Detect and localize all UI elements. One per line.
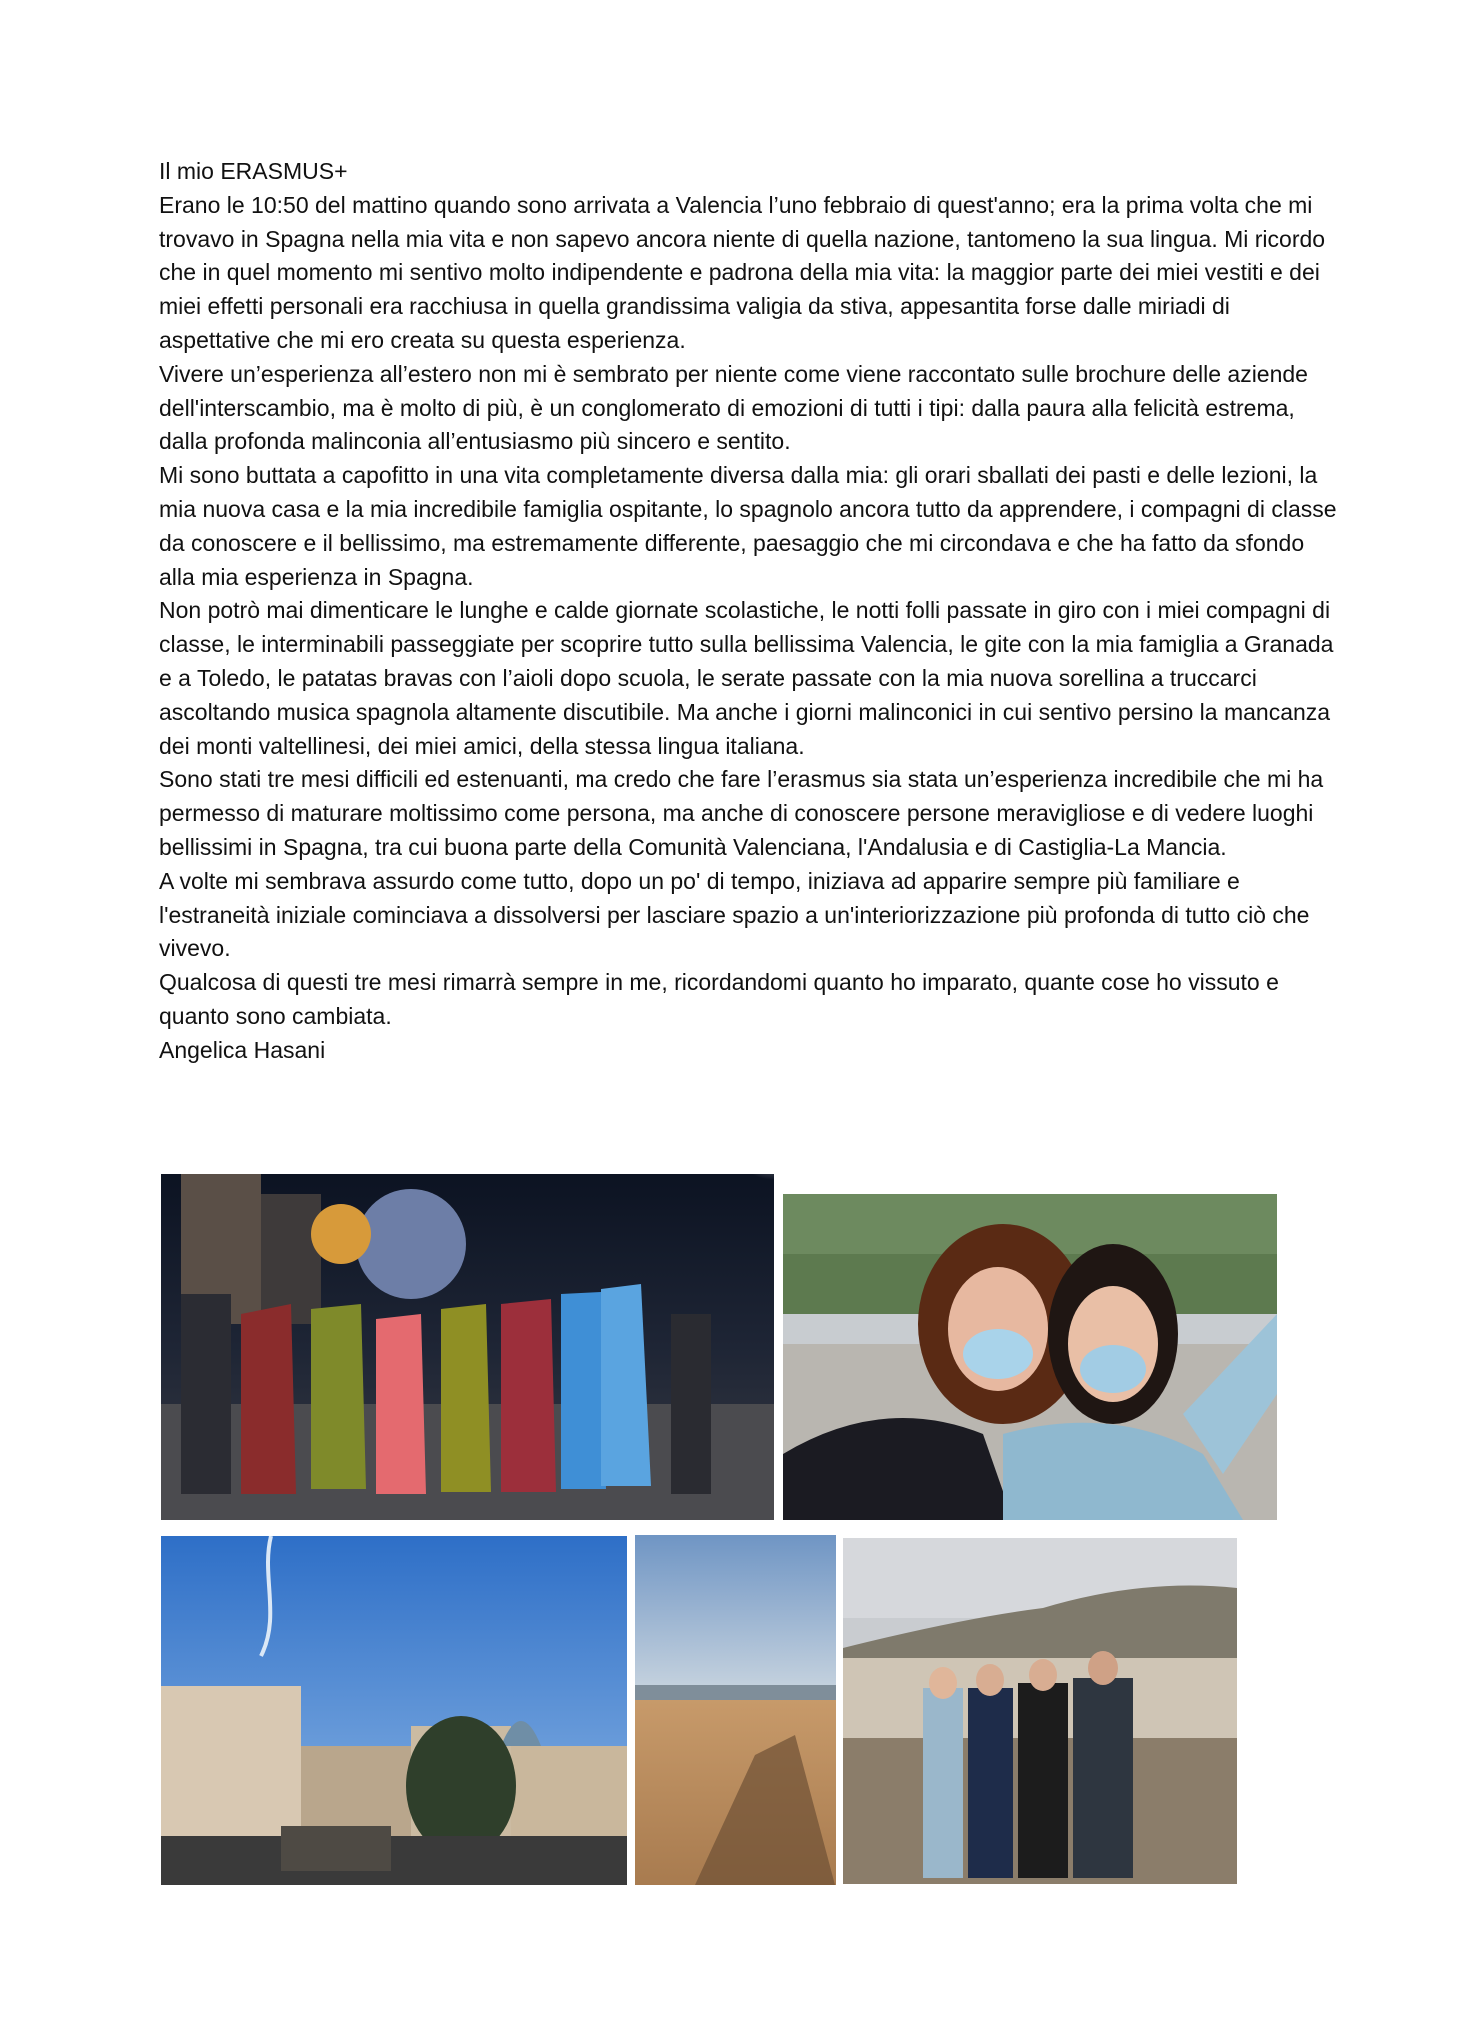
paragraph-familiarity: A volte mi sembrava assurdo come tutto, dopo un po' di tempo, iniziava ad apparire sempre più familiare e l'estraneità iniziale cominciava a dissolversi per lasciare spazio a un'interiorizzazione più profonda di tutto ciò che vivevo. [159,867,1310,962]
paragraph-arrival: Erano le 10:50 del mattino quando sono arrivata a Valencia l’uno febbraio di quest'anno; era la prima volta che mi trovavo in Spagna nella mia vita e non sapevo ancora niente di quella nazione, tantomeno la sua lingua. Mi ricordo che in quel momento mi sentivo molto indipendente e padrona della mia vita: la maggior parte dei miei vestiti e dei miei effetti personali era racchiusa in quella grandissima valigia da stiva, appesantita forse dalle miriadi di aspettative che mi ero creata su questa esperienza. [159,191,1326,353]
photo-granada-group [843,1538,1237,1884]
paragraph-closing: Qualcosa di questi tre mesi rimarrà sempre in me, ricordandomi quanto ho imparato, quante cose ho vissuto e quanto sono cambiata. [159,969,1279,1029]
photo-night-group-ponchos [161,1174,774,1520]
photo-valencia-square [161,1536,627,1885]
photo-selfie-two-girls [783,1194,1277,1520]
photo-beach-shadow [635,1535,836,1885]
article-body [159,155,1339,1068]
paragraph-experience: Vivere un’esperienza all’estero non mi è sembrato per niente come viene raccontato sulle brochure delle aziende dell'interscambio, ma è molto di più, è un conglomerato di emozioni di tutti i tipi: dalla paura alla felicità estrema, dalla profonda malinconia all’entusiasmo più sincero e sentito. [159,360,1308,455]
document-title: Il mio ERASMUS+ [159,158,348,184]
paragraph-difficult-months: Sono stati tre mesi difficili ed estenuanti, ma credo che fare l’erasmus sia stata un’esperienza incredibile che mi ha permesso di maturare moltissimo come persona, ma anche di conoscere persone meravigliose e di vedere luoghi bellissimi in Spagna, tra cui buona parte della Comunità Valenciana, l'Andalusia e di Castiglia-La Mancia. [159,766,1324,860]
author-signature: Angelica Hasani [159,1036,326,1063]
paragraph-memories: Non potrò mai dimenticare le lunghe e calde giornate scolastiche, le notti folli passate in giro con i miei compagni di classe, le interminabili passeggiate per scoprire tutto sulla bellissima Valencia, le gite con la mia famiglia a Granada e a Toledo, le patatas bravas con l’aioli dopo scuola, le serate passate con la mia nuova sorellina a truccarci ascoltando musica spagnola altamente discutibile. Ma anche i giorni malinconici in cui sentivo persino la mancanza dei monti valtellinesi, dei miei amici, della stessa lingua italiana. [159,597,1334,759]
paragraph-new-life: Mi sono buttata a capofitto in una vita completamente diversa dalla mia: gli orari sballati dei pasti e delle lezioni, la mia nuova casa e la mia incredibile famiglia ospitante, lo spagnolo ancora tutto da apprendere, i compagni di classe da conoscere e il bellissimo, ma estremamente differente, paesaggio che mi circondava e che ha fatto da sfondo alla mia esperienza in Spagna. [159,462,1337,590]
